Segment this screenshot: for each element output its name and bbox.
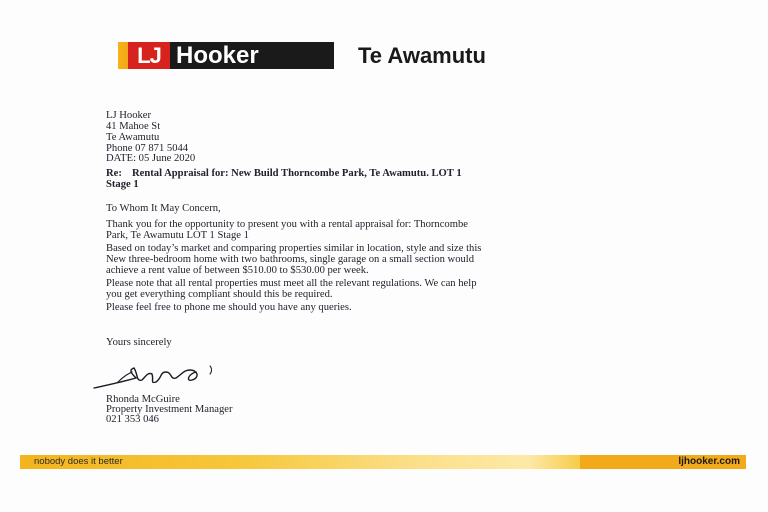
paragraph xyxy=(106,278,666,300)
sender-line: 41 Mahoe St xyxy=(106,121,161,132)
signatory-name: Rhonda McGuire xyxy=(106,394,180,405)
paragraph xyxy=(106,302,666,313)
paragraph-line: Thank you for the opportunity to present you with a rental appraisal for: Thorncombe xyxy=(106,219,468,230)
signatory-phone: 021 353 046 xyxy=(106,414,159,425)
paragraph-line: New three-bedroom home with two bathrooms, single garage on a small section would xyxy=(106,254,475,265)
sender-line: Te Awamutu xyxy=(106,132,160,143)
subject-line-2: Stage 1 xyxy=(106,179,139,190)
sender-line: LJ Hooker xyxy=(106,110,152,121)
paragraph-line: achieve a rent value of between $510.00 to $530.00 per week. xyxy=(106,265,369,276)
paragraph-line: Please note that all rental properties must meet all the relevant regulations. We can help xyxy=(106,278,477,289)
closing: Yours sincerely xyxy=(106,337,172,348)
handwritten-signature xyxy=(92,360,232,394)
paragraph xyxy=(106,243,666,276)
sender-address xyxy=(106,110,188,154)
paragraph-line: Park, Te Awamutu LOT 1 Stage 1 xyxy=(106,230,249,241)
logo-word: Hooker xyxy=(176,42,259,69)
logo-mark: LJ xyxy=(128,42,170,69)
subject-text: Rental Appraisal for: New Build Thorncombe Park, Te Awamutu. LOT 1 xyxy=(132,168,462,179)
salutation: To Whom It May Concern, xyxy=(106,203,221,214)
paragraph-line: Please feel free to phone me should you have any queries. xyxy=(106,302,352,313)
footer-website: ljhooker.com xyxy=(678,456,740,467)
paragraph-line: you get everything compliant should this be required. xyxy=(106,289,333,300)
letter-date: DATE: 05 June 2020 xyxy=(106,153,196,164)
signatory-title: Property Investment Manager xyxy=(106,404,233,415)
footer-tagline: nobody does it better xyxy=(34,456,123,467)
subject-label: Re: xyxy=(106,168,122,179)
office-name: Te Awamutu xyxy=(358,43,486,68)
sender-line: Phone 07 871 5044 xyxy=(106,143,189,154)
paragraph xyxy=(106,219,666,241)
paragraph-line: Based on today’s market and comparing properties similar in location, style and size this xyxy=(106,243,482,254)
subject-line xyxy=(106,168,462,179)
